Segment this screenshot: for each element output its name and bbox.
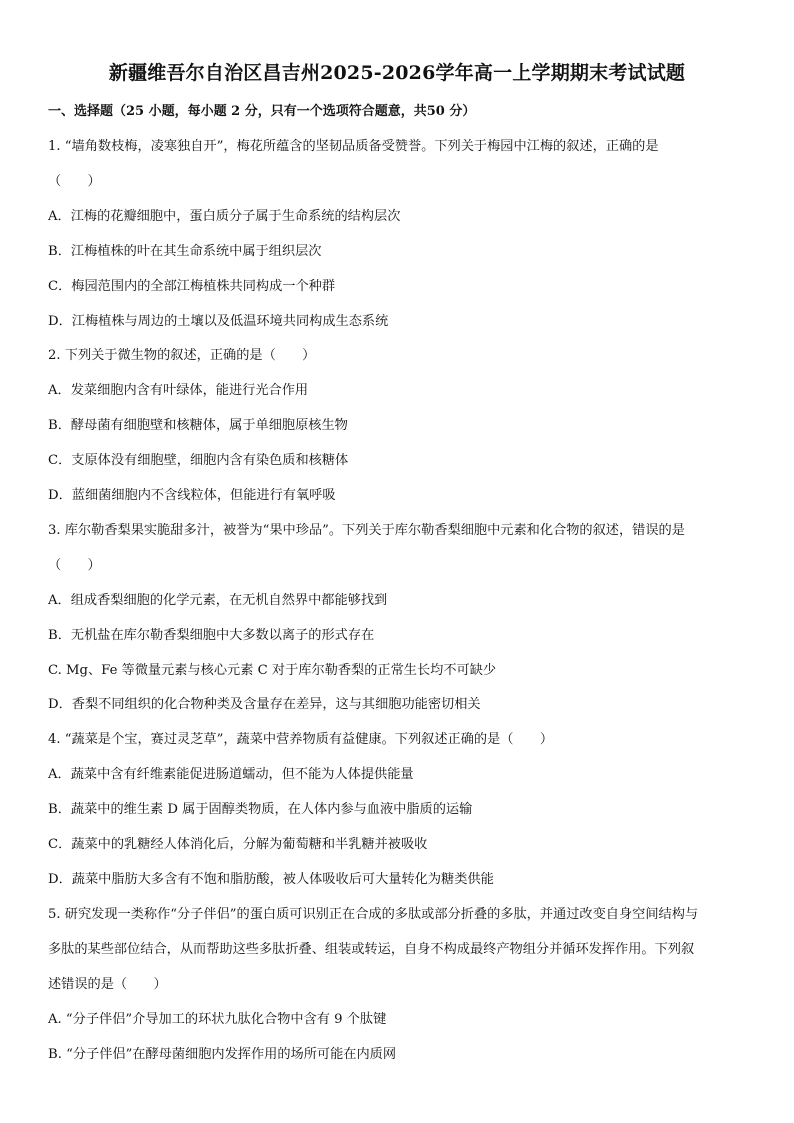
question-3-stem: 3. 库尔勒香梨果实脆甜多汁，被誉为“果中珍品”。下列关于库尔勒香梨细胞中元素和化合物的叙述，错误的是 xyxy=(48,523,685,538)
answer-blank: （ ） xyxy=(48,558,101,573)
option-a: A．江梅的花瓣细胞中，蛋白质分子属于生命系统的结构层次 xyxy=(48,209,401,224)
question-5-stem-end: 述错误的是（ ） xyxy=(48,977,167,992)
option-a: A. “分子伴侣”介导加工的环状九肽化合物中含有 9 个肽键 xyxy=(48,1012,387,1027)
option-c: C. Mg、Fe 等微量元素与核心元素 C 对于库尔勒香梨的正常生长均不可缺少 xyxy=(48,663,497,678)
option-c: C．蔬菜中的乳糖经人体消化后，分解为葡萄糖和半乳糖并被吸收 xyxy=(48,837,428,852)
option-b: B．江梅植株的叶在其生命系统中属于组织层次 xyxy=(48,244,322,259)
option-b: B. “分子伴侣”在酵母菌细胞内发挥作用的场所可能在内质网 xyxy=(48,1047,397,1062)
question-5-stem-continued: 多肽的某些部位结合，从而帮助这些多肽折叠、组装或转运，自身不构成最终产物组分并循环发挥作用。下列叙 xyxy=(48,942,695,957)
question-5-stem: 5. 研究发现一类称作“分子伴侣”的蛋白质可识别正在合成的多肽或部分折叠的多肽，并通过改变自身空间结构与 xyxy=(48,907,699,922)
question-4-stem: 4. “蔬菜是个宝，赛过灵芝草”，蔬菜中营养物质有益健康。下列叙述正确的是（ ） xyxy=(48,732,554,747)
option-a: A．蔬菜中含有纤维素能促进肠道蠕动，但不能为人体提供能量 xyxy=(48,767,414,782)
option-c: C．支原体没有细胞壁，细胞内含有染色质和核糖体 xyxy=(48,453,349,468)
option-a: A．组成香梨细胞的化学元素，在无机自然界中都能够找到 xyxy=(48,593,388,608)
option-b: B．蔬菜中的维生素 D 属于固醇类物质，在人体内参与血液中脂质的运输 xyxy=(48,802,473,817)
page-title: 新疆维吾尔自治区昌吉州2025-2026学年高一上学期期末考试试题 xyxy=(108,62,686,84)
question-2-stem: 2. 下列关于微生物的叙述，正确的是（ ） xyxy=(48,348,316,363)
answer-blank: （ ） xyxy=(48,174,101,189)
option-a: A．发菜细胞内含有叶绿体，能进行光合作用 xyxy=(48,383,309,398)
section-heading: 一、选择题（25 小题，每小题 2 分，只有一个选项符合题意，共50 分） xyxy=(48,104,476,119)
option-b: B．无机盐在库尔勒香梨细胞中大多数以离子的形式存在 xyxy=(48,628,375,643)
option-d: D．蓝细菌细胞内不含线粒体，但能进行有氧呼吸 xyxy=(48,488,336,503)
option-b: B．酵母菌有细胞壁和核糖体，属于单细胞原核生物 xyxy=(48,418,348,433)
question-1-stem: 1. “墙角数枝梅，凌寒独自开”，梅花所蕴含的坚韧品质备受赞誉。下列关于梅园中江梅的叙述，正确的是 xyxy=(48,139,659,154)
option-c: C．梅园范围内的全部江梅植株共同构成一个种群 xyxy=(48,279,336,294)
option-d: D．江梅植株与周边的土壤以及低温环境共同构成生态系统 xyxy=(48,314,389,329)
option-d: D．香梨不同组织的化合物种类及含量存在差异，这与其细胞功能密切相关 xyxy=(48,697,481,712)
option-d: D．蔬菜中脂肪大多含有不饱和脂肪酸，被人体吸收后可大量转化为糖类供能 xyxy=(48,872,494,887)
